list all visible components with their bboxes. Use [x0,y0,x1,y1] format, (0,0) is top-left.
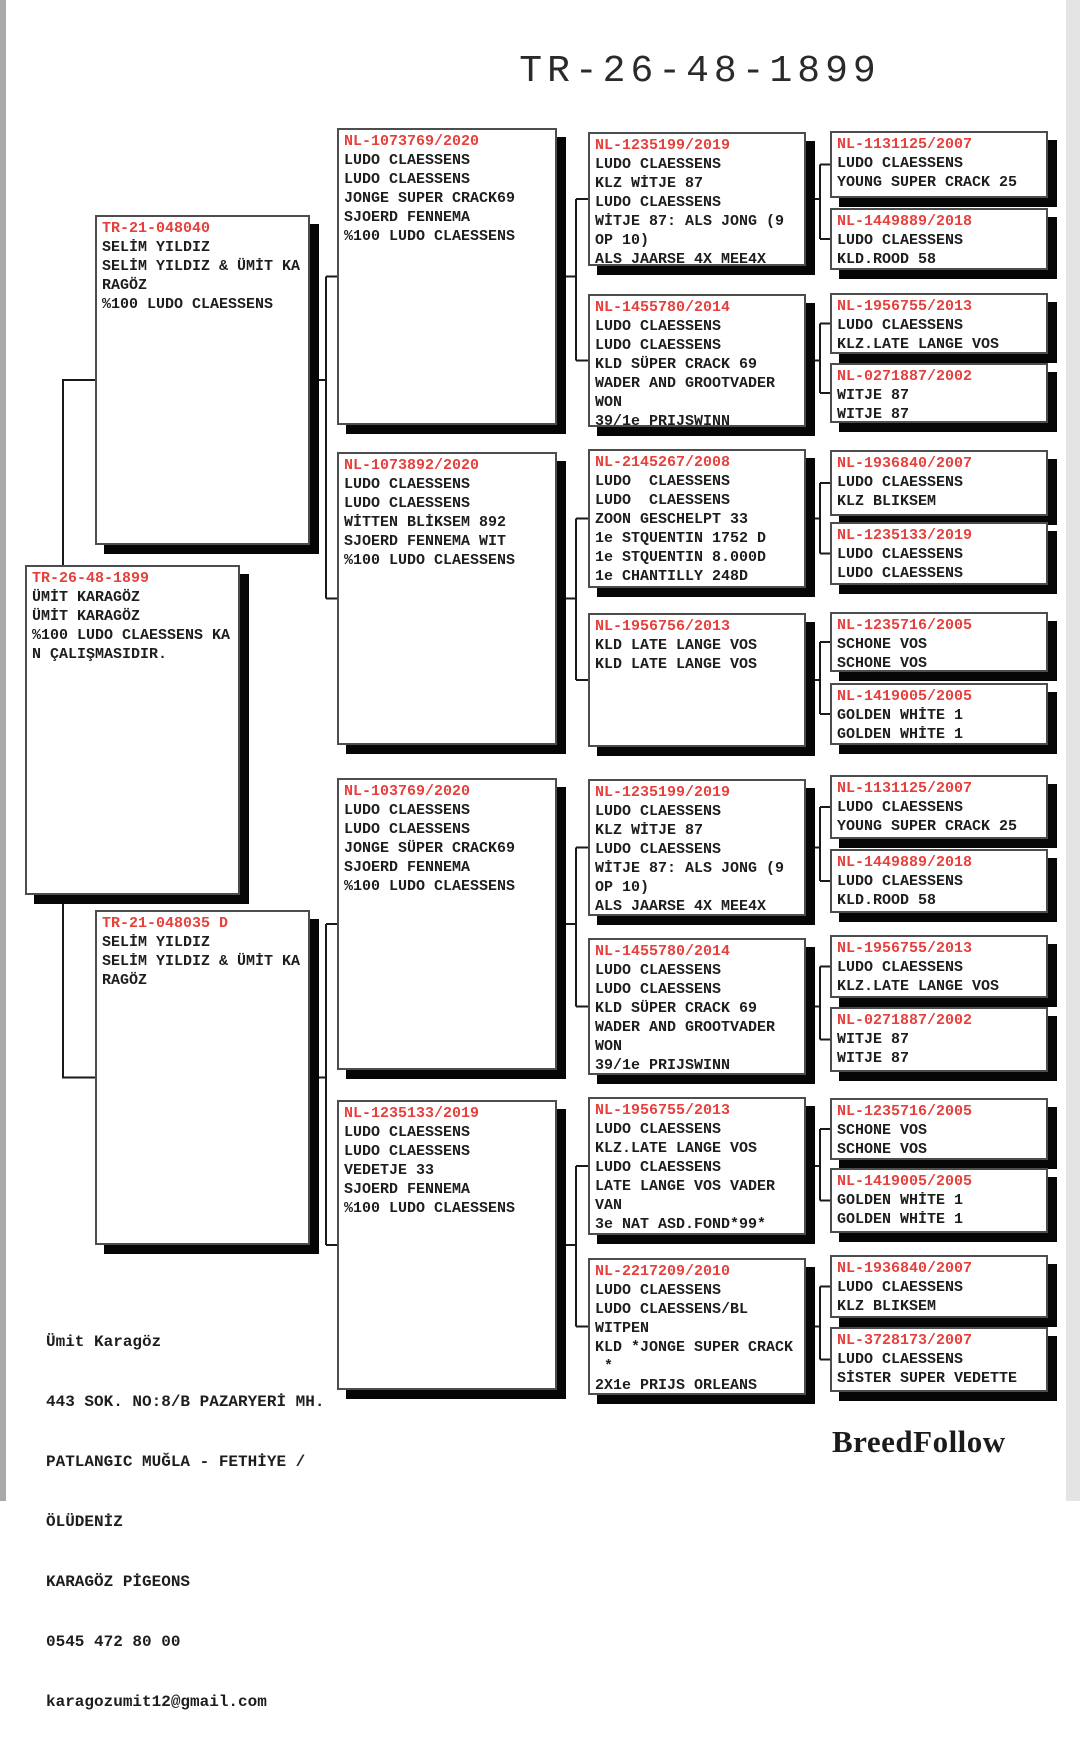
ring-number: NL-2217209/2010 [595,1263,731,1280]
pedigree-text-line: LUDO CLAESSENS [595,962,722,979]
gen5-box-1 [830,208,1048,270]
pedigree-text-line: KLZ.LATE LANGE VOS [837,336,1000,353]
gen5-box-2 [830,293,1048,354]
pedigree-text-line: KLD SÜPER CRACK 69 [595,1000,758,1017]
gen5-box-14 [830,1255,1048,1318]
pedigree-text-line: SELİM YILDIZ & ÜMİT KA [102,953,301,970]
pedigree-text-line: LUDO CLAESSENS [595,318,722,335]
pedigree-text-line: %100 LUDO CLAESSENS KA [32,627,231,644]
pedigree-text-line: KLZ WİTJE 87 [595,175,704,192]
ring-number: NL-1073769/2020 [344,133,480,150]
pedigree-text-line: KLD LATE LANGE VOS [595,656,758,673]
pedigree-text-line: LUDO CLAESSENS [837,155,964,172]
gen5-box-5 [830,522,1048,585]
ring-number: NL-1956756/2013 [595,618,731,635]
pedigree-text-line: LUDO CLAESSENS [595,194,722,211]
ring-number: NL-1956755/2013 [837,940,973,957]
gen2-box-1 [95,910,310,1245]
pedigree-text-line: SJOERD FENNEMA WIT [344,533,507,550]
pedigree-text-line: SCHONE VOS [837,1141,928,1158]
pedigree-text-line: WITJE 87 [837,1031,910,1048]
right-page-edge [1066,0,1080,1501]
pedigree-text-line: %100 LUDO CLAESSENS [344,1200,516,1217]
pedigree-text-line: LUDO CLAESSENS [837,232,964,249]
ring-number: NL-0271887/2002 [837,1012,973,1029]
pedigree-text-line: LUDO CLAESSENS/BL [595,1301,749,1318]
pedigree-text-line: LUDO CLAESSENS [595,156,722,173]
gen5-box-8 [830,775,1048,839]
pedigree-text-line: KLD.ROOD 58 [837,892,937,909]
pedigree-text-line: LUDO CLAESSENS [344,476,471,493]
pedigree-text-line: 1e CHANTILLY 248D [595,568,749,585]
ring-number: NL-1131125/2007 [837,136,973,153]
pedigree-text-line: VEDETJE 33 [344,1162,435,1179]
pedigree-text-line: LUDO CLAESSENS [595,803,722,820]
pedigree-text-line: KLZ WİTJE 87 [595,822,704,839]
gen4-box-1 [588,294,806,430]
pedigree-text-line: LUDO CLAESSENS [837,565,964,582]
pedigree-text-line: LATE LANGE VOS VADER [595,1178,776,1195]
gen5-box-11 [830,1007,1048,1072]
pedigree-text-line: 3e NAT ASD.FOND*99* [595,1216,767,1233]
ring-number: NL-1449889/2018 [837,213,973,230]
pedigree-text-line: LUDO CLAESSENS [344,1124,471,1141]
pedigree-text-line: ÜMİT KARAGÖZ [32,608,141,625]
pedigree-text-line: SELİM YILDIZ [102,239,211,256]
gen5-box-15 [830,1327,1048,1392]
ring-number: NL-1235199/2019 [595,784,731,801]
pedigree-text-line: YOUNG SUPER CRACK 25 [837,818,1018,835]
pedigree-text-line: 39/1e PRIJSWINN [595,413,731,430]
gen4-box-2 [588,449,806,588]
gen5-box-12 [830,1098,1048,1160]
ring-number: NL-0271887/2002 [837,368,973,385]
pedigree-text-line: SJOERD FENNEMA [344,1181,471,1198]
pedigree-text-line: KLZ.LATE LANGE VOS [837,978,1000,995]
ring-number: NL-2145267/2008 [595,454,731,471]
pedigree-text-line: SCHONE VOS [837,636,928,653]
ring-number: NL-1455780/2014 [595,943,731,960]
pedigree-text-line: LUDO CLAESSENS [344,152,471,169]
pedigree-text-line: N ÇALIŞMASIDIR. [32,646,168,663]
gen3-box-2 [337,778,557,1070]
pedigree-text-line: WITPEN [595,1320,650,1337]
gen5-box-13 [830,1168,1048,1233]
pedigree-text-line: KLZ BLIKSEM [837,1298,937,1315]
pedigree-text-line: WITJE 87 [837,406,910,423]
pedigree-text-line: JONGE SUPER CRACK69 [344,190,516,207]
pedigree-text-line: 2X1e PRIJS ORLEANS [595,1377,758,1394]
pedigree-text-line: SCHONE VOS [837,1122,928,1139]
ring-number: NL-1449889/2018 [837,854,973,871]
pedigree-text-line: WITJE 87 [837,387,910,404]
pedigree-text-line: LUDO CLAESSENS [344,171,471,188]
pedigree-text-line: KLD *JONGE SUPER CRACK [595,1339,794,1356]
pedigree-text-line: LUDO CLAESSENS [595,337,722,354]
pedigree-text-line: 1e STQUENTIN 1752 D [595,530,767,547]
gen3-box-3 [337,1100,557,1390]
pedigree-text-line: LUDO CLAESSENS [837,799,964,816]
ring-number: NL-103769/2020 [344,783,471,800]
pedigree-text-line: GOLDEN WHİTE 1 [837,707,964,724]
contact-line: 443 SOK. NO:8/B PAZARYERİ MH. [46,1393,325,1411]
gen4-box-6 [588,1097,806,1235]
contact-line: ÖLÜDENİZ [46,1513,123,1531]
ring-number: NL-1956755/2013 [837,298,973,315]
pedigree-text-line: 1e STQUENTIN 8.000D [595,549,767,566]
ring-number: NL-1956755/2013 [595,1102,731,1119]
gen4-box-3 [588,613,806,747]
pedigree-text-line: WON [595,1038,623,1055]
contact-line: KARAGÖZ PİGEONS [46,1573,191,1591]
pedigree-text-line: WON [595,394,623,411]
pedigree-text-line: YOUNG SUPER CRACK 25 [837,174,1018,191]
pedigree-text-line: SCHONE VOS [837,655,928,672]
pedigree-text-line: LUDO CLAESSENS [595,841,722,858]
pedigree-text-line: WİTTEN BLİKSEM 892 [344,514,507,531]
subject-box [25,565,240,895]
pedigree-text-line: GOLDEN WHİTE 1 [837,726,964,743]
breeder-name: Ümit Karagöz [46,1333,162,1351]
ring-number: NL-1073892/2020 [344,457,480,474]
pedigree-text-line: VAN [595,1197,623,1214]
pedigree-text-line: ALS JAARSE 4X MEE4X [595,898,767,915]
pedigree-text-line: KLZ.LATE LANGE VOS [595,1140,758,1157]
pedigree-text-line: LUDO CLAESSENS [837,317,964,334]
ring-number: NL-1419005/2005 [837,688,973,705]
pedigree-text-line: LUDO CLAESSENS [344,821,471,838]
pedigree-text-line: LUDO CLAESSENS [595,1282,722,1299]
gen5-box-4 [830,450,1048,516]
pedigree-text-line: LUDO CLAESSENS [595,981,722,998]
pedigree-text-line: SELİM YILDIZ & ÜMİT KA [102,258,301,275]
ring-number: NL-1419005/2005 [837,1173,973,1190]
pedigree-text-line: SJOERD FENNEMA [344,209,471,226]
pedigree-text-line: LUDO CLAESSENS [837,1351,964,1368]
pedigree-text-line: GOLDEN WHİTE 1 [837,1192,964,1209]
pedigree-text-line: JONGE SÜPER CRACK69 [344,840,516,857]
pedigree-text-line: LUDO CLAESSENS [837,959,964,976]
contact-line: PATLANGIC MUĞLA - FETHİYE / [46,1453,306,1471]
pedigree-text-line: WADER AND GROOTVADER [595,1019,776,1036]
gen4-box-7 [588,1258,806,1395]
pedigree-text-line: %100 LUDO CLAESSENS [344,552,516,569]
pedigree-text-line: KLD SÜPER CRACK 69 [595,356,758,373]
pedigree-text-line: OP 10) [595,879,650,896]
pedigree-text-line: SELİM YILDIZ [102,934,211,951]
pedigree-text-line: KLZ BLIKSEM [837,493,937,510]
gen2-box-0 [95,215,310,545]
pedigree-text-line: LUDO CLAESSENS [595,473,731,490]
contact-email: karagozumit12@gmail.com [46,1693,267,1711]
pedigree-text-line: WADER AND GROOTVADER [595,375,776,392]
pedigree-text-line: ZOON GESCHELPT 33 [595,511,749,528]
pedigree-text-line: %100 LUDO CLAESSENS [344,228,516,245]
ring-number: NL-3728173/2007 [837,1332,973,1349]
gen5-box-10 [830,935,1048,998]
pedigree-text-line: LUDO CLAESSENS [837,1279,964,1296]
brand-logo: BreedFollow [832,1424,1006,1459]
pedigree-text-line: LUDO CLAESSENS [837,546,964,563]
pedigree-text-line: LUDO CLAESSENS [344,495,471,512]
pedigree-text-line: * [595,1358,614,1375]
pedigree-text-line: SJOERD FENNEMA [344,859,471,876]
left-page-edge [0,0,6,1501]
pedigree-text-line: LUDO CLAESSENS [837,474,964,491]
ring-number: NL-1235716/2005 [837,1103,973,1120]
pedigree-text-line: KLD LATE LANGE VOS [595,637,758,654]
ring-number: NL-1936840/2007 [837,455,973,472]
gen5-box-7 [830,683,1048,745]
gen3-box-0 [337,128,557,425]
ring-number: NL-1936840/2007 [837,1260,973,1277]
pedigree-text-line: %100 LUDO CLAESSENS [102,296,274,313]
pedigree-text-line: LUDO CLAESSENS [595,492,731,509]
pedigree-text-line: OP 10) [595,232,650,249]
pedigree-text-line: %100 LUDO CLAESSENS [344,878,516,895]
gen4-box-4 [588,779,806,916]
ring-number: NL-1131125/2007 [837,780,973,797]
ring-number: NL-1235133/2019 [344,1105,480,1122]
pedigree-text-line: RAGÖZ [102,972,148,989]
contact-block [46,1292,324,1752]
pedigree-text-line: SİSTER SUPER VEDETTE [837,1370,1018,1387]
pedigree-text-line: 39/1e PRIJSWINN [595,1057,731,1074]
pedigree-text-line: WİTJE 87: ALS JONG (9 [595,860,785,877]
pedigree-text-line: LUDO CLAESSENS [595,1159,722,1176]
pedigree-text-line: LUDO CLAESSENS [837,873,964,890]
pedigree-text-line: ÜMİT KARAGÖZ [32,589,141,606]
pedigree-text-line: KLD.ROOD 58 [837,251,937,268]
gen5-box-3 [830,363,1048,423]
gen5-box-6 [830,612,1048,672]
pedigree-text-line: LUDO CLAESSENS [344,802,471,819]
ring-number: NL-1235716/2005 [837,617,973,634]
ring-number: TR-26-48-1899 [32,570,150,587]
pedigree-text-line: LUDO CLAESSENS [344,1143,471,1160]
ring-number: TR-21-048040 [102,220,211,237]
pedigree-text-line: ALS JAARSE 4X MEE4X [595,251,767,268]
contact-phone: 0545 472 80 00 [46,1633,181,1651]
pedigree-text-line: LUDO CLAESSENS [595,1121,722,1138]
gen5-box-9 [830,849,1048,913]
gen5-box-0 [830,131,1048,198]
page-title: TR-26-48-1899 [519,50,881,93]
pedigree-text-line: GOLDEN WHİTE 1 [837,1211,964,1228]
pedigree-text-line: WİTJE 87: ALS JONG (9 [595,213,785,230]
gen3-box-1 [337,452,557,745]
ring-number: NL-1235199/2019 [595,137,731,154]
ring-number: NL-1455780/2014 [595,299,731,316]
pedigree-text-line: WITJE 87 [837,1050,910,1067]
pedigree-text-line: RAGÖZ [102,277,148,294]
ring-number: NL-1235133/2019 [837,527,973,544]
ring-number: TR-21-048035 D [102,915,229,932]
gen4-box-0 [588,132,806,266]
gen4-box-5 [588,938,806,1075]
